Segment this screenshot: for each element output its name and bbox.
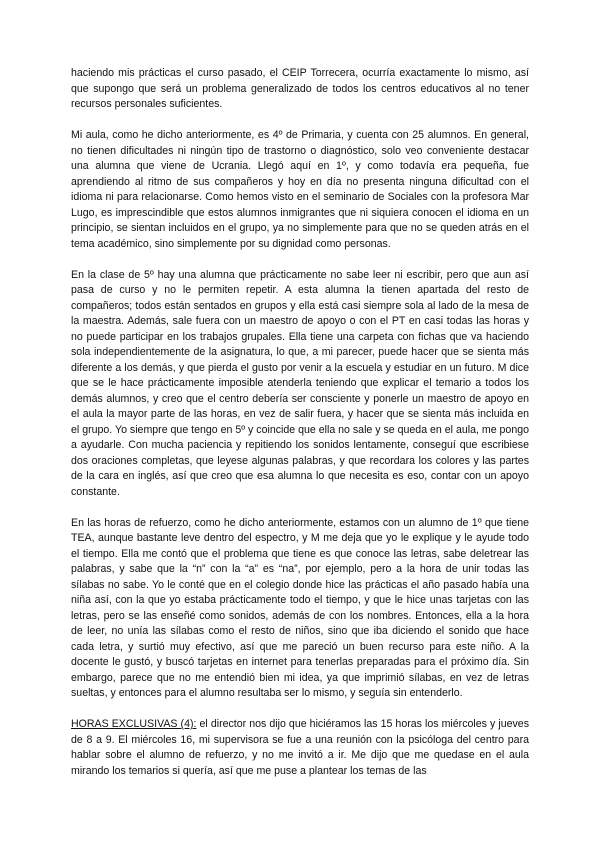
- paragraph-mi-aula: Mi aula, como he dicho anteriormente, es 4º de Primaria, y cuenta con 25 alumnos. En general, no tienen dificultades ni ningún tipo de trastorno o diagnóstico, solo veo conveniente destacar una alumna que viene de Ucrania. Llegó aquí en 1º, y como todavía era pequeña, fue aprendiendo al ritmo de sus compañeros y hoy en día no presenta ninguna dificultad con el idioma ni para relacionarse. Como hemos visto en el seminario de Sociales con la profesora Mar Lugo, es imprescindible que estos alumnos inmigrantes que ni siquiera conocen el idioma en un principio, se sientan incluidos en el grupo, ya no simplemente para que no se queden atrás en el tema académico, sino simplemente por su dignidad como personas.: [71, 129, 529, 250]
- section-text-horas-exclusivas: el director nos dijo que hiciéramos las 15 horas los miércoles y jueves de 8 a 9. El miércoles 16, mi supervisora se fue a una reunión con la psicóloga del centro para hablar sobre el alumno de refuerzo, y no me invitó a ir. Me dijo que me quedase en el aula mirando los temarios si quería, así que me puse a plantear los temas de las: [71, 718, 529, 777]
- paragraph-clase-quinto: En la clase de 5º hay una alumna que prácticamente no sabe leer ni escribir, pero que aun así pasa de curso y no le permiten repetir. A esta alumna la tienen apartada del resto de compañeros; todos están sentados en grupos y ella está casi siempre sola al lado de la mesa de la maestra. Además, sale fuera con un maestro de apoyo o con el PT en casi todas las horas y no puede participar en los trabajos grupales. Ella tiene una carpeta con fichas que va haciendo sola independientemente de la asignatura, lo que, a mi parecer, puede hacer que se sienta más diferente a los demás, y que pierda el gusto por venir a la escuela y estudiar en un futuro. M dice que se le hace prácticamente imposible atenderla teniendo que explicar el temario a todos los demás alumnos, y creo que el centro debería ser consciente y ponerle un maestro de apoyo en el aula la mayor parte de las horas, en vez de salir fuera, y hacer que se sienta más incluida en el grupo. Yo siempre que tengo en 5º y coincide que ella no sale y se queda en el aula, me pongo a ayudarle. Con mucha paciencia y repitiendo los sonidos lentamente, conseguí que escribiese dos oraciones completas, que leyese algunas palabras, y que recordara los colores y las partes de la cara en inglés, así que creo que esa alumna lo que necesita es eso, contar con un apoyo constante.: [71, 268, 529, 498]
- document-body: [71, 66, 529, 795]
- section-heading-horas-exclusivas: HORAS EXCLUSIVAS (4):: [71, 718, 197, 730]
- paragraph-practicas-anteriores: haciendo mis prácticas el curso pasado, el CEIP Torrecera, ocurría exactamente lo mismo, así que supongo que será un problema generalizado de todos los centros educativos al no tener recursos personales suficientes.: [71, 67, 529, 110]
- paragraph-horas-refuerzo: En las horas de refuerzo, como he dicho anteriormente, estamos con un alumno de 1º que tiene TEA, aunque bastante leve dentro del espectro, y M me deja que yo le explique y le ayude todo el tiempo. Ella me contó que el problema que tiene es que conoce las letras, sabe deletrear las palabras, y sabe que la “n” con la “a” es “na”, por ejemplo, pero a la hora de unir todas las sílabas no sabe. Yo le conté que en el colegio donde hice las prácticas el año pasado había una niña así, con la que yo estaba prácticamente todo el tiempo, y que le hice unas tarjetas con las letras, pero se las enseñé como sonidos, además de con los nombres. Entonces, ella a la hora de leer, no unía las sílabas como el resto de niños, sino que iba diciendo el sonido que hace cada letra, y surtió muy efectivo, así que me pareció un buen recurso para este niño. A la docente le gustó, y buscó tarjetas en internet para tenerlas preparadas para el próximo día. Sin embargo, parece que no me entendió bien mi idea, ya que imprimió sílabas, en vez de letras sueltas, y entonces para el alumno resultaba ser lo mismo, y seguía sin entenderlo.: [71, 516, 529, 699]
- paragraph-horas-exclusivas: [71, 717, 529, 779]
